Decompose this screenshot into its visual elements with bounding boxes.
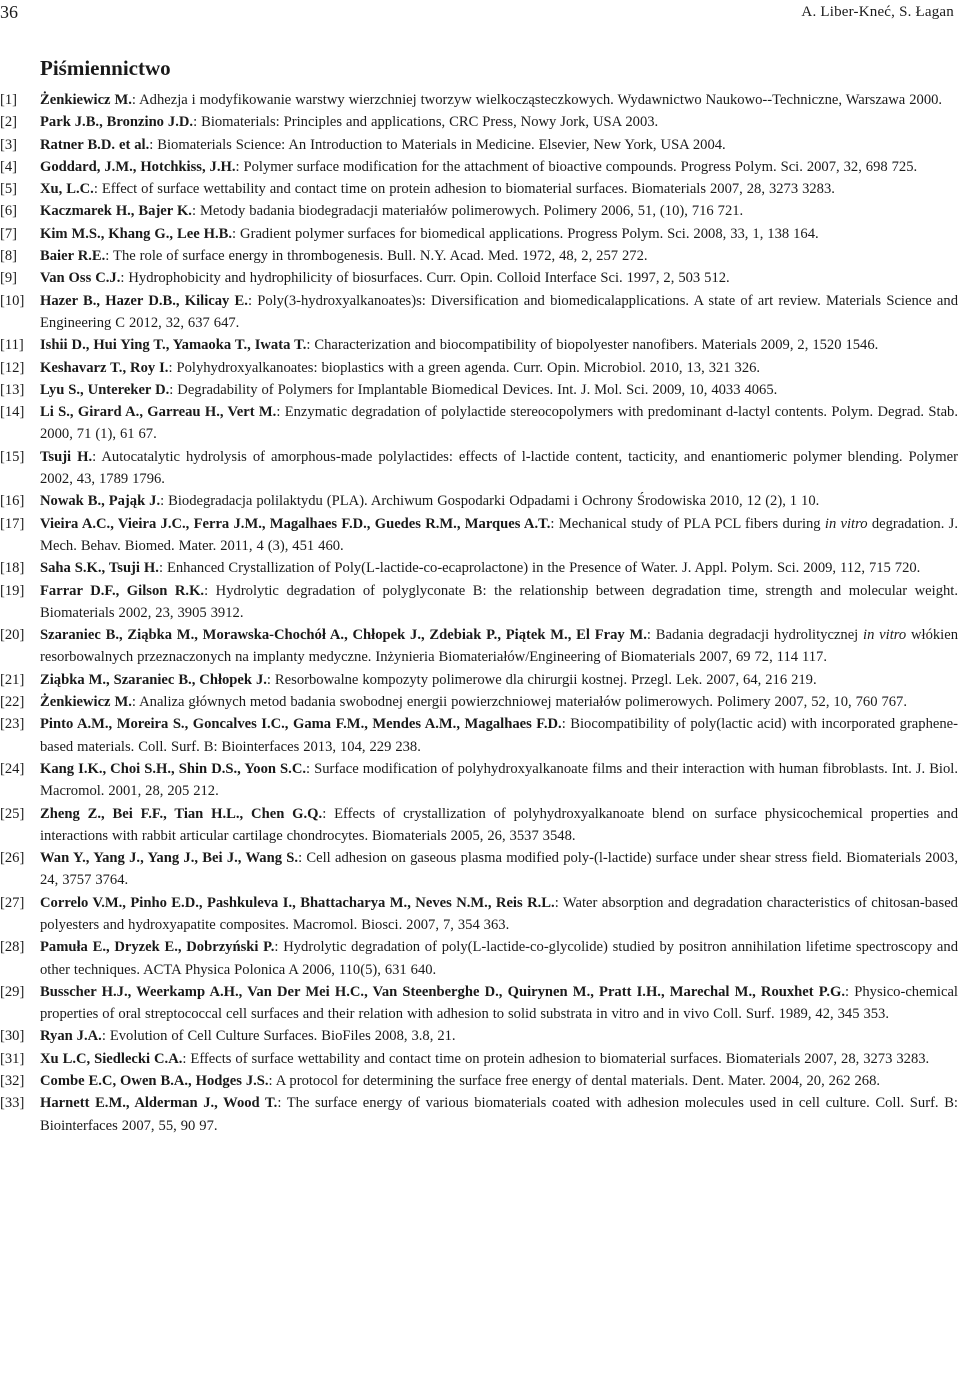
reference-number: [9] [0, 270, 18, 287]
reference-text: : Enzymatic degradation of polylactide stereocopolymers with predominant d-lactyl contents. Polym. Degrad. Stab. 2000, 71 (1), 61 67. [40, 404, 958, 443]
reference-item [0, 580, 958, 625]
reference-authors: Harnett E.M., Alderman J., Wood T. [40, 1095, 278, 1112]
reference-authors: Tsuji H. [40, 448, 93, 465]
reference-item [0, 379, 958, 401]
reference-number: [18] [0, 560, 25, 577]
reference-item [0, 803, 958, 848]
reference-number: [12] [0, 359, 25, 376]
reference-text: : Effects of crystallization of polyhydroxyalkanoate blend on surface physicochemical properties and interactions with rabbit articular cartilage chondrocytes. Biomaterials 2005, 26, 3537 3548. [40, 805, 958, 844]
reference-text: : Polymer surface modification for the attachment of bioactive compounds. Progress Polym. Sci. 2007, 32, 698 725. [235, 158, 918, 175]
section-title: Piśmiennictwo [40, 56, 171, 80]
reference-number: [26] [0, 850, 25, 867]
reference-number: [21] [0, 671, 25, 688]
reference-item [0, 89, 958, 111]
reference-text: : Polyhydroxyalkanoates: bioplastics with a green agenda. Curr. Opin. Microbiol. 2010, 13, 321 326. [168, 359, 761, 376]
reference-text: : Cell adhesion on gaseous plasma modified poly-(l-lactide) surface under shear stress field. Biomaterials 2003, 24, 3757 3764. [40, 850, 959, 889]
reference-number: [28] [0, 939, 25, 956]
reference-authors: Kaczmarek H., Bajer K. [40, 203, 192, 220]
reference-authors: Ziąbka M., Szaraniec B., Chłopek J. [40, 671, 267, 688]
reference-item [0, 156, 958, 178]
reference-number: [4] [0, 158, 18, 175]
reference-number: [15] [0, 448, 25, 465]
reference-text: : Water absorption and degradation characteristics of chitosan-based polyesters and hydroxyapatite composites. Macromol. Biosci. 2007, 7, 354 363. [40, 894, 958, 933]
reference-item [0, 981, 958, 1026]
reference-text: : Badania degradacji hydrolitycznej in vitro włókien resorbowalnych przeznaczonych na implanty medyczne. Inżynieria Biomateriałów/Engineering of Biomaterials 2007, 69 72, 114 117. [40, 627, 958, 666]
reference-number: [24] [0, 760, 25, 777]
reference-text: : Poly(3-hydroxyalkanoates)s: Diversification and biomedicalapplications. A state of art review. Materials Science and Engineering C 2012, 32, 637 647. [40, 292, 958, 331]
reference-number: [32] [0, 1073, 25, 1090]
reference-text: : Autocatalytic hydrolysis of amorphous-made polylactides: effects of l-lactide content, tacticity, and enantiomeric polymer blending. Polymer 2002, 43, 1789 1796. [40, 448, 958, 488]
reference-number: [29] [0, 983, 25, 1000]
reference-number: [8] [0, 248, 18, 265]
reference-number: [1] [0, 92, 18, 108]
reference-number: [25] [0, 805, 25, 822]
reference-authors: Ratner B.D. et al. [40, 136, 150, 153]
reference-item [0, 624, 958, 669]
reference-authors: Żenkiewicz M. [40, 694, 132, 711]
reference-text: : Metody badania biodegradacji materiałów polimerowych. Polimery 2006, 51, (10), 716 721. [191, 203, 744, 220]
reference-authors: Żenkiewicz M. [40, 92, 132, 108]
reference-authors: Baier R.E. [40, 248, 106, 265]
reference-number: [30] [0, 1028, 25, 1045]
reference-item [0, 758, 958, 803]
reference-item [0, 245, 958, 267]
reference-authors: Combe E.C, Owen B.A., Hodges J.S. [40, 1073, 269, 1090]
reference-authors: Li S., Girard A., Garreau H., Vert M. [40, 404, 277, 421]
reference-number: [2] [0, 114, 18, 131]
reference-number: [13] [0, 381, 25, 398]
page-header [0, 0, 960, 30]
reference-text: : Mechanical study of PLA PCL fibers during in vitro degradation. J. Mech. Behav. Biomed. Mater. 2011, 4 (3), 451 460. [40, 515, 958, 554]
reference-number: [5] [0, 181, 18, 198]
reference-item [0, 401, 958, 446]
reference-text: : Biodegradacja polilaktydu (PLA). Archiwum Gospodarki Odpadami i Ochrony Środowiska 2010, 12 (2), 1 10. [160, 493, 820, 510]
reference-item [0, 178, 958, 200]
reference-authors: Saha S.K., Tsuji H. [40, 560, 159, 577]
reference-authors: Pamuła E., Dryzek E., Dobrzyński P. [40, 939, 275, 956]
running-head: A. Liber-Kneć, S. Łagan [801, 4, 954, 20]
reference-number: [14] [0, 404, 25, 421]
reference-item [0, 290, 958, 335]
reference-authors: Pinto A.M., Moreira S., Goncalves I.C., Gama F.M., Mendes A.M., Magalhaes F.D. [40, 716, 562, 733]
reference-text: : Enhanced Crystallization of Poly(L-lactide-co-ecaprolactone) in the Presence of Water. J. Appl. Polym. Sci. 2009, 112, 715 720. [158, 560, 921, 577]
reference-number: [10] [0, 292, 25, 309]
reference-item [0, 490, 958, 512]
reference-number: [17] [0, 515, 25, 532]
reference-item [0, 713, 958, 758]
reference-item [0, 847, 958, 892]
reference-list [0, 89, 958, 1137]
reference-text: : Biocompatibility of poly(lactic acid) with incorporated graphene-based materials. Coll. Surf. B: Biointerfaces 2013, 104, 229 238. [40, 716, 958, 755]
reference-text: : Biomaterials Science: An Introduction to Materials in Medicine. Elsevier, New York, USA 2004. [149, 136, 726, 153]
reference-number: [20] [0, 627, 25, 644]
reference-text: : Surface modification of polyhydroxyalkanoate films and their interaction with human fibroblasts. Int. J. Biol. Macromol. 2001, 28, 205 212. [40, 760, 958, 800]
reference-item [0, 892, 958, 937]
reference-item [0, 267, 958, 289]
reference-item [0, 691, 958, 713]
reference-text: : Gradient polymer surfaces for biomedical applications. Progress Polym. Sci. 2008, 33, 1, 138 164. [232, 225, 819, 242]
page-number: 36 [0, 2, 18, 22]
reference-item [0, 1070, 958, 1092]
reference-number: [16] [0, 493, 25, 510]
reference-item [0, 134, 958, 156]
reference-authors: Nowak B., Pająk J. [40, 493, 161, 510]
reference-number: [27] [0, 894, 25, 911]
reference-text: : Hydrophobicity and hydrophilicity of biosurfaces. Curr. Opin. Colloid Interface Sci. 1997, 2, 503 512. [120, 270, 730, 287]
reference-authors: Keshavarz T., Roy I. [40, 359, 169, 376]
reference-item [0, 200, 958, 222]
reference-text: : Physico-chemical properties of oral streptococcal cell surfaces and their relation with adhesion to solid substrata in vitro and in vivo Coll. Surf. 1989, 42, 345 353. [40, 983, 958, 1023]
reference-text: : Characterization and biocompatibility of biopolyester nanofibers. Materials 2009, 2, 1520 1546. [306, 337, 879, 354]
reference-authors: Szaraniec B., Ziąbka M., Morawska-Chochół A., Chłopek J., Zdebiak P., Piątek M., El Fray M. [40, 627, 647, 644]
reference-item [0, 334, 958, 356]
reference-number: [33] [0, 1095, 25, 1112]
reference-text: : Hydrolytic degradation of polyglyconate B: the relationship between degradation time, strength and molecular weight. Biomaterials 2002, 23, 3905 3912. [40, 582, 958, 621]
reference-authors: Kang I.K., Choi S.H., Shin D.S., Yoon S.C. [40, 760, 307, 777]
reference-authors: Xu, L.C. [40, 181, 94, 198]
reference-number: [23] [0, 716, 25, 733]
reference-authors: Hazer B., Hazer D.B., Kilicay E. [40, 292, 248, 309]
reference-text: : The surface energy of various biomaterials coated with adhesion molecules used in cell culture. Coll. Surf. B: Biointerfaces 2007, 55, 90 97. [40, 1095, 958, 1134]
reference-item [0, 1092, 958, 1137]
reference-authors: Farrar D.F., Gilson R.K. [40, 582, 205, 599]
reference-authors: Correlo V.M., Pinho E.D., Pashkuleva I., Bhattacharya M., Neves N.M., Reis R.L. [40, 894, 555, 911]
reference-item [0, 557, 958, 579]
reference-text: : Analiza głównych metod badania swobodnej energii powierzchniowej materiałów polimerowych. Polimery 2007, 52, 10, 760 767. [131, 694, 908, 711]
reference-authors: Ryan J.A. [40, 1028, 102, 1045]
reference-number: [3] [0, 136, 18, 153]
reference-authors: Xu L.C, Siedlecki C.A. [40, 1050, 183, 1067]
reference-number: [31] [0, 1050, 25, 1067]
reference-authors: Zheng Z., Bei F.F., Tian H.L., Chen G.Q. [40, 805, 323, 822]
reference-text: : Evolution of Cell Culture Surfaces. BioFiles 2008, 3.8, 21. [101, 1028, 456, 1045]
reference-item [0, 111, 958, 133]
reference-authors: Busscher H.J., Weerkamp A.H., Van Der Mei H.C., Van Steenberghe D., Quirynen M., Pratt I.H., Marechal M., Rouxhet P.G. [40, 983, 846, 1000]
reference-authors: Kim M.S., Khang G., Lee H.B. [40, 225, 233, 242]
reference-text: : Degradability of Polymers for Implantable Biomedical Devices. Int. J. Mol. Sci. 2009, 10, 4033 4065. [169, 381, 778, 398]
reference-item [0, 446, 958, 491]
reference-item [0, 223, 958, 245]
reference-text: : Effect of surface wettability and contact time on protein adhesion to biomaterial surfaces. Biomaterials 2007, 28, 3273 3283. [93, 181, 835, 198]
reference-number: [7] [0, 225, 18, 242]
reference-authors: Goddard, J.M., Hotchkiss, J.H. [40, 158, 236, 175]
reference-number: [11] [0, 337, 24, 354]
reference-text: : Resorbowalne kompozyty polimerowe dla chirurgii kostnej. Przegl. Lek. 2007, 64, 216 219. [266, 671, 817, 688]
reference-authors: Vieira A.C., Vieira J.C., Ferra J.M., Magalhaes F.D., Guedes R.M., Marques A.T. [40, 515, 551, 532]
reference-item [0, 1048, 958, 1070]
reference-text: : Biomaterials: Principles and applications, CRC Press, Nowy Jork, USA 2003. [193, 114, 659, 131]
reference-item [0, 936, 958, 981]
reference-number: [22] [0, 694, 25, 711]
reference-authors: Van Oss C.J. [40, 270, 121, 287]
reference-authors: Lyu S., Untereker D. [40, 381, 170, 398]
reference-authors: Park J.B., Bronzino J.D. [40, 114, 194, 131]
reference-text: : The role of surface energy in thrombogenesis. Bull. N.Y. Acad. Med. 1972, 48, 2, 257 272. [105, 248, 648, 265]
reference-authors: Ishii D., Hui Ying T., Yamaoka T., Iwata T. [40, 337, 307, 354]
reference-item [0, 357, 958, 379]
reference-number: [6] [0, 203, 18, 220]
reference-text: : Hydrolytic degradation of poly(L-lactide-co-glycolide) studied by positron annihilation lifetime spectroscopy and other techniques. ACTA Physica Polonica A 2006, 110(5), 631 640. [40, 939, 958, 978]
reference-authors: Wan Y., Yang J., Yang J., Bei J., Wang S. [40, 850, 299, 867]
reference-item [0, 513, 958, 558]
reference-text: : Effects of surface wettability and contact time on protein adhesion to biomaterial surfaces. Biomaterials 2007, 28, 3273 3283. [182, 1050, 930, 1067]
reference-item [0, 669, 958, 691]
reference-item [0, 1025, 958, 1047]
reference-text: : A protocol for determining the surface free energy of dental materials. Dent. Mater. 2004, 20, 262 268. [268, 1073, 881, 1090]
reference-text: : Adhezja i modyfikowanie warstwy wierzchniej tworzyw wielkocząsteczkowych. Wydawnictwo Naukowo--Techniczne, Warszawa 2000. [131, 92, 943, 108]
reference-number: [19] [0, 582, 25, 599]
